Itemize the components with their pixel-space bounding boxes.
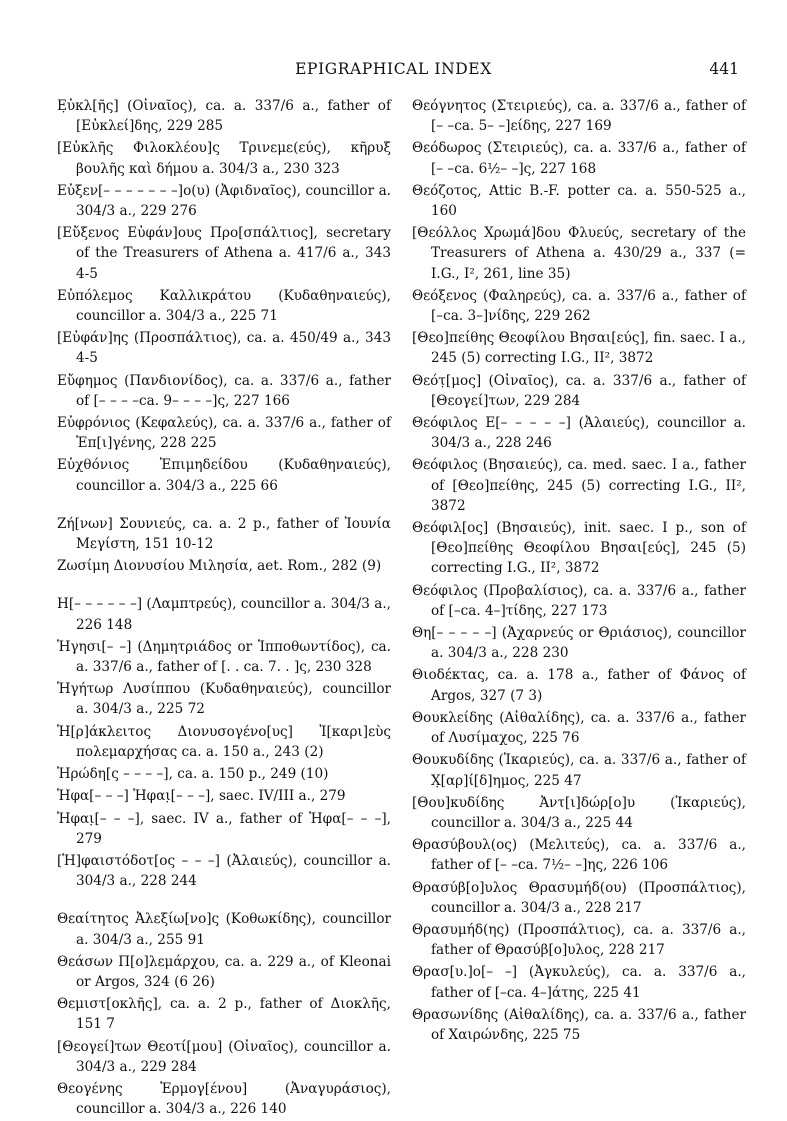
index-entry: Θεόδωρος (Στειριεύς), ca. a. 337/6 a., father of [– –ca. 6½– –]ς, 227 168 <box>412 140 746 177</box>
index-entry: Ἡφαι̣[– – –], saec. IV a., father of Ἡφα[– – –], 279 <box>57 810 391 847</box>
index-entry: Θεόξενος (Φαληρεύς), ca. a. 337/6 a., father of [–ca. 3–]νίδης, 229 262 <box>412 287 746 325</box>
section-gap <box>57 498 391 514</box>
left-column <box>57 96 391 1121</box>
index-entry: [Εὐκλῆς Φιλοκλέου]ς Τρινεμε(εύς), κῆρυξ βουλῆς καὶ δήμου a. 304/3 a., 230 323 <box>57 140 391 177</box>
index-entry: Θεόφιλ[ος] (Βησαιεύς), init. saec. I p., son of [Θεο]πείθης Θεοφίλου Βησαι[εύς], 245 (5) correcting I.G., II², 3872 <box>412 520 746 577</box>
index-entry: Ζωσίμη Διονυσίου Μιλησία, aet. Rom., 282 (9) <box>57 558 382 575</box>
index-entry: Ζή[νων] Σουνιεύς, ca. a. 2 p., father of Ἰουνία Μεγίστη, 151 10-12 <box>57 515 391 553</box>
index-entry: Θουκυδίδης (Ἰκαριεύς), ca. a. 337/6 a., father of Χ̣[αρ]ί[δ]ημος, 225 47 <box>412 752 746 789</box>
index-entry: Ἡγησι[– –] (Δημητριάδος or Ἱπποθωντίδος), ca. a. 337/6 a., father of [. . ca. 7. . ]ς, 230 328 <box>57 638 391 676</box>
index-entry: Η[– – – – – –] (Λαμπτρεύς), councillor a. 304/3 a., 226 148 <box>57 596 391 633</box>
index-entry: Θεόφιλος (Προβαλίσιος), ca. a. 337/6 a., father of [–ca. 4–]τίδης, 227 173 <box>412 582 746 619</box>
index-entry: Θη[– – – – –] (Ἀχαρνεύς or Θριάσιος), councillor a. 304/3 a., 228 230 <box>412 625 746 662</box>
index-entry: [Θου]κυδίδης Ἀντ[ι]δώρ[ο]υ (Ἰκαριεύς), councillor a. 304/3 a., 225 44 <box>412 794 746 831</box>
index-entry: Θεόζοτος, Attic B.-F. potter ca. a. 550-525 a., 160 <box>412 182 746 220</box>
page-header <box>0 60 787 82</box>
index-entry: Ἡ[ρ]άκλειτος Διονυσογένο[υς] Ἰ[καρι]εὺς πολεμαρχήσας ca. a. 150 a., 243 (2) <box>57 723 391 760</box>
index-entry: Θεόγνητος (Στειριεύς), ca. a. 337/6 a., father of [– –ca. 5– –]είδης, 227 169 <box>412 98 746 135</box>
index-entry: [Ἡ]φαιστόδοτ[ος – – –] (Ἀλαιεύς), councillor a. 304/3 a., 228 244 <box>57 852 391 890</box>
page-number: 441 <box>709 60 739 78</box>
index-entry: Θεογένης Ἑρμογ[ένου] (Ἀναγυράσιος), councillor a. 304/3 a., 226 140 <box>57 1080 391 1118</box>
index-entry: Θρασύβουλ(ος) (Μελιτεύς), ca. a. 337/6 a., father of [– –ca. 7½– –]ης, 226 106 <box>412 837 746 874</box>
index-entry: [Εὔξενος Εὐφάν]ους Προ[σπάλτιος], secretary of the Treasurers of Athena a. 417/6 a., 343 4-5 <box>57 225 391 282</box>
index-entry: Ἡγήτωρ Λυσίππου (Κυδαθηναιεύς), councillor a. 304/3 a., 225 72 <box>57 681 391 718</box>
index-entry: [Εὐφάν]ης (Προσπάλτιος), ca. a. 450/49 a., 343 4-5 <box>57 330 391 367</box>
index-entry: [Θεόλλος Χρωμά]δου Φλυεύς, secretary of the Treasurers of Athena a. 430/29 a., 337 (= I.G., I², 261, line 35) <box>412 225 746 282</box>
index-entry: [Θεογεί]των Θεοτί[μου] (Οἰναῖος), councillor a. 304/3 a., 229 284 <box>57 1038 391 1075</box>
right-column <box>412 96 746 1047</box>
index-entry: Εὐπόλεμος Καλλικράτου (Κυδαθηναιεύς), councillor a. 304/3 a., 225 71 <box>57 287 391 325</box>
index-entry: Θεότ̣[μος] (Οἰναῖος), ca. a. 337/6 a., father of [Θεογεί]των, 229 284 <box>412 372 746 409</box>
index-entry: Θουκλείδης (Αἰθαλίδης), ca. a. 337/6 a., father of Λυσίμαχος, 225 76 <box>412 709 746 747</box>
index-entry: Εὐχθόνιος Ἐπιμηδείδου (Κυδαθηναιεύς), councillor a. 304/3 a., 225 66 <box>57 457 391 494</box>
index-entry: Εὐφρόνιος (Κεφαλεύς), ca. a. 337/6 a., father of Ἐπ[ι]γένης, 228 225 <box>57 415 391 452</box>
index-entry: Ἡρώδη[ς – – – –], ca. a. 150 p., 249 (10) <box>57 766 329 783</box>
index-entry: Ε̣ὐκλ[ῆς] (Οἰναῖος), ca. a. 337/6 a., father of [Εὐκλεί]δης, 229 285 <box>57 98 391 135</box>
section-gap <box>57 893 391 909</box>
index-entry: Ἡφα[– – –] Ἡφαι̣[– – –], saec. IV/III a., 279 <box>57 788 346 805</box>
index-entry: Θεμιστ[οκλῆς], ca. a. 2 p., father of Διοκλῆς, 151 7 <box>57 996 391 1033</box>
index-entry: [Θεο]πείθης Θεοφίλου Βησαι[εύς], fin. saec. I a., 245 (5) correcting I.G., II², 3872 <box>412 330 746 367</box>
index-entry: Εὔφημος (Πανδιονίδος), ca. a. 337/6 a., father of [– – – –ca. 9– – – –]ς, 227 166 <box>57 372 391 409</box>
section-gap <box>57 578 391 594</box>
index-entry: Θρασυμήδ(ης) (Προσπάλτιος), ca. a. 337/6 a., father of Θρασύβ[ο]υλος, 228 217 <box>412 921 746 959</box>
index-entry: Θεάσων Π[ο]λεμάρχου, ca. a. 229 a., of Kleonai or Argos, 324 (6 26) <box>57 953 391 990</box>
page-title: EPIGRAPHICAL INDEX <box>295 60 492 78</box>
index-entry: Εὐξεν[– – – – – – –]ο(υ) (Ἀφιδναῖος), councillor a. 304/3 a., 229 276 <box>57 182 391 220</box>
index-entry: Θρασ[υ.]ο[– –] (Ἀγκυλεύς), ca. a. 337/6 a., father of [–ca. 4–]άτης, 225 41 <box>412 964 746 1001</box>
index-entry: Θρασύβ[ο]υλος Θρασυμήδ(ου) (Προσπάλτιος), councillor a. 304/3 a., 228 217 <box>412 879 746 916</box>
index-entry: Θεαίτητος Ἀλεξίω[νο]ς (Κοθωκίδης), councillor a. 304/3 a., 255 91 <box>57 911 391 948</box>
index-entry: Θιοδέκτας, ca. a. 178 a., father of Φάνος of Argos, 327 (7 3) <box>412 667 746 704</box>
index-entry: Θεόφιλος (Βησαιεύς), ca. med. saec. I a., father of [Θεο]πείθης, 245 (5) correcting I.G., II², 3872 <box>412 457 746 514</box>
index-entry: Θρασωνίδης (Αἰθαλίδης), ca. a. 337/6 a., father of Χαιρώνδης, 225 75 <box>412 1006 746 1043</box>
index-entry: Θεόφιλος Ε[– – – – –] (Ἀλαιεύς), councillor a. 304/3 a., 228 246 <box>412 415 746 452</box>
